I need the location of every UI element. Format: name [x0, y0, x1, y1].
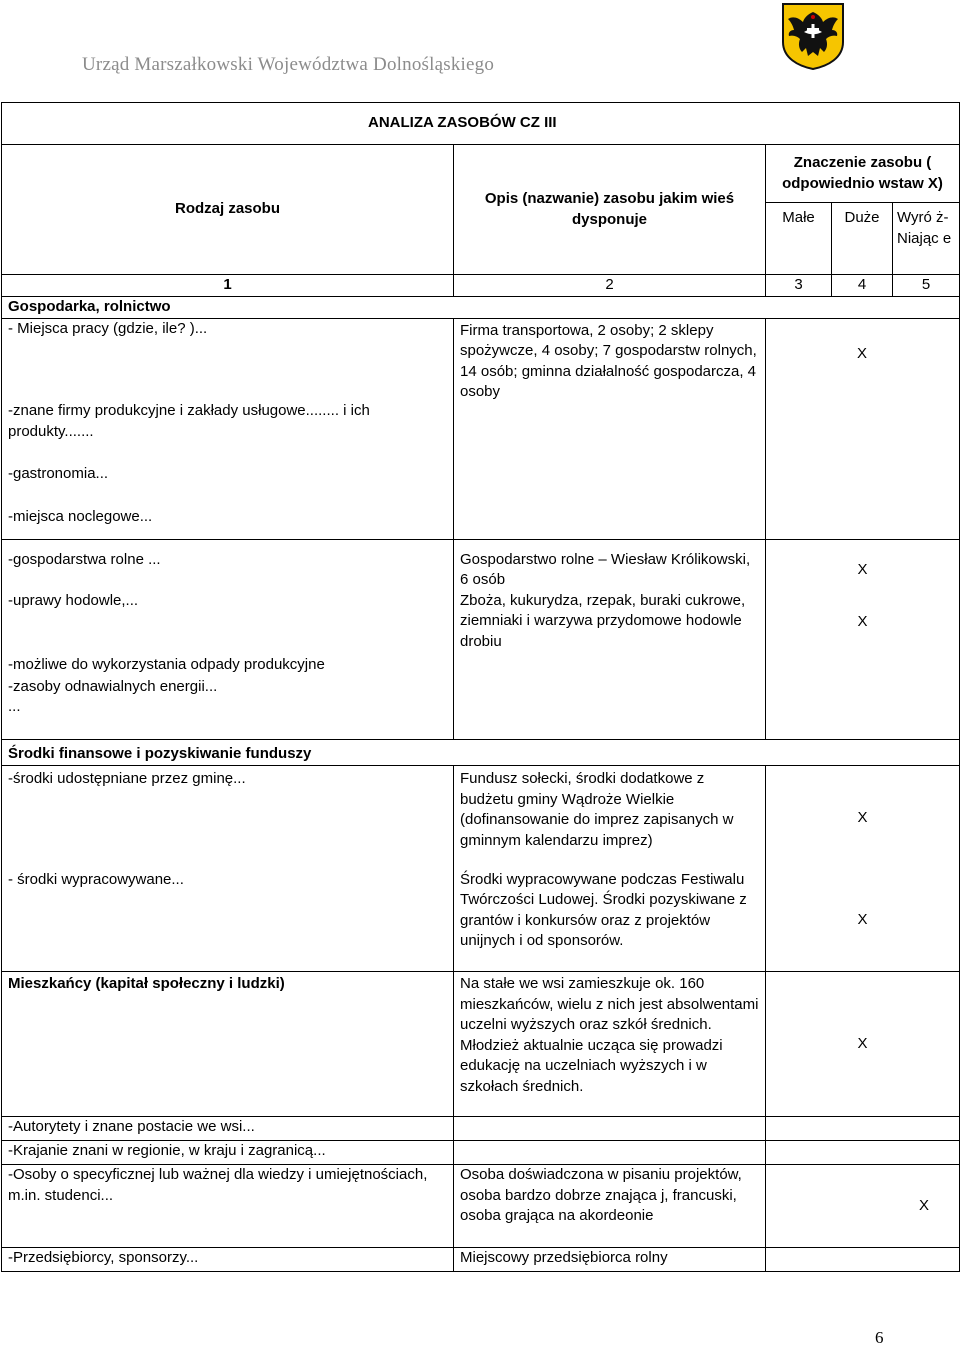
row-krajanie: -Krajanie znani w regionie, w kraju i zagranicą...	[2, 1141, 454, 1165]
row-miejsca-noclegowe: -miejsca noclegowe...	[2, 495, 454, 539]
row-uprawy-hodowle-mark: X	[766, 591, 960, 655]
row-miejsca-pracy	[2, 318, 454, 453]
row-odnawialne	[2, 677, 454, 740]
header-duze: Duże	[832, 203, 893, 275]
header-wyrozniajace	[893, 203, 960, 275]
row-autorytety-desc	[454, 1117, 766, 1141]
row-gastronomia-mark	[766, 453, 960, 495]
row-srodki-gmina-mark: X	[766, 766, 960, 870]
row-miejsca-pracy-male	[766, 318, 832, 453]
row-odnawialne-desc	[454, 677, 766, 740]
col-number-1: 1	[2, 275, 454, 297]
eagle-crest-icon	[780, 2, 846, 70]
row-odnawialne-mark	[766, 677, 960, 740]
row-autorytety: -Autorytety i znane postacie we wsi...	[2, 1117, 454, 1141]
header-wyrozniajace-text: Wyró ż- Niając e	[897, 209, 952, 247]
row-mieszkancy-desc: Na stałe we wsi zamieszkuje ok. 160 mieszkańców, wielu z nich jest absolwentami uczelni wyższych oraz szkół średnich. Młodzież aktualnie ucząca się prowadzi edukację na uczelniach wyższych i w szkołach średnich.	[454, 972, 766, 1117]
section-gospodarka: Gospodarka, rolnictwo	[2, 297, 960, 319]
row-miejsca-noclegowe-mark	[766, 495, 960, 539]
header-opis: Opis (nazwanie) zasobu jakim wieś dysponuje	[454, 145, 766, 275]
row-mieszkancy-mark: X	[766, 972, 960, 1117]
header-male: Małe	[766, 203, 832, 275]
row-miejsca-pracy-label: - Miejsca pracy (gdzie, ile? )...	[8, 319, 208, 337]
row-przedsiebiorcy-desc: Miejscowy przedsiębiorca rolny	[454, 1248, 766, 1272]
row-miejsca-pracy-desc: Firma transportowa, 2 osoby; 2 sklepy spożywcze, 4 osoby; 7 gospodarstw rolnych, 14 osób; gminna działalność gospodarcza, 4 osoby	[454, 318, 766, 453]
col-number-3: 3	[766, 275, 832, 297]
resource-analysis-table	[1, 102, 960, 1272]
page-header-title: Urząd Marszałkowski Województwa Dolnośląskiego	[82, 54, 495, 75]
row-srodki-wypracowywane-mark: X	[766, 870, 960, 972]
row-gospodarstwa-rolne-mark: X	[766, 539, 960, 591]
row-znane-firmy-label: -znane firmy produkcyjne i zakłady usługowe........ i ich produkty.......	[8, 402, 370, 440]
row-krajanie-desc	[454, 1141, 766, 1165]
row-odpady: -możliwe do wykorzystania odpady produkcyjne	[2, 655, 454, 677]
row-miejsca-noclegowe-desc	[454, 495, 766, 539]
row-miejsca-pracy-duze: X	[832, 318, 893, 453]
col-number-2: 2	[454, 275, 766, 297]
section-srodki-finansowe: Środki finansowe i pozyskiwanie funduszy	[2, 740, 960, 766]
row-srodki-gmina: -środki udostępniane przez gminę...	[2, 766, 454, 870]
row-przedsiebiorcy: -Przedsiębiorcy, sponsorzy...	[2, 1248, 454, 1272]
row-krajanie-mark	[766, 1141, 960, 1165]
row-odpady-mark	[766, 655, 960, 677]
page-number: 6	[875, 1328, 884, 1347]
row-przedsiebiorcy-mark	[766, 1248, 960, 1272]
row-gastronomia: -gastronomia...	[2, 453, 454, 495]
col-number-5: 5	[893, 275, 960, 297]
row-miejsca-pracy-wyr	[893, 318, 960, 453]
row-srodki-wypracowywane: - środki wypracowywane...	[2, 870, 454, 972]
header-znaczenie	[766, 145, 960, 203]
row-odpady-desc	[454, 655, 766, 677]
row-uprawy-hodowle: -uprawy hodowle,...	[2, 591, 454, 655]
header-rodzaj: Rodzaj zasobu	[2, 145, 454, 275]
row-osoby-specyficzne-mark: X	[766, 1165, 960, 1248]
row-autorytety-mark	[766, 1117, 960, 1141]
row-odnawialne-label: -zasoby odnawialnych energii...	[8, 677, 218, 695]
row-srodki-wypracowywane-desc: Środki wypracowywane podczas Festiwalu Twórczości Ludowej. Środki pozyskiwane z grantów i konkursów oraz z projektów unijnych i od sponsorów.	[454, 870, 766, 972]
row-srodki-gmina-desc: Fundusz sołecki, środki dodatkowe z budżetu gminy Wądroże Wielkie (dofinansowanie do imprez zapisanych w gminnym kalendarzu imprez)	[454, 766, 766, 870]
row-uprawy-hodowle-desc: Zboża, kukurydza, rzepak, buraki cukrowe, ziemniaki i warzywa przydomowe hodowle drobiu	[454, 591, 766, 655]
row-gospodarstwa-rolne-desc: Gospodarstwo rolne – Wiesław Królikowski, 6 osób	[454, 539, 766, 591]
section-mieszkancy: Mieszkańcy (kapitał społeczny i ludzki)	[2, 972, 454, 1117]
row-osoby-specyficzne: -Osoby o specyficznej lub ważnej dla wiedzy i umiejętnościach, m.in. studenci...	[2, 1165, 454, 1248]
row-osoby-specyficzne-desc: Osoba doświadczona w pisaniu projektów, osoba bardzo dobrze znająca j, francuski, osoba grająca na akordeonie	[454, 1165, 766, 1248]
col-number-4: 4	[832, 275, 893, 297]
row-gastronomia-desc	[454, 453, 766, 495]
row-odnawialne-dots: ...	[8, 698, 21, 715]
header-znaczenie-text: Znaczenie zasobu ( odpowiednio wstaw X)	[782, 154, 943, 192]
table-title: ANALIZA ZASOBÓW CZ III	[2, 103, 960, 145]
row-gospodarstwa-rolne: -gospodarstwa rolne ...	[2, 539, 454, 591]
